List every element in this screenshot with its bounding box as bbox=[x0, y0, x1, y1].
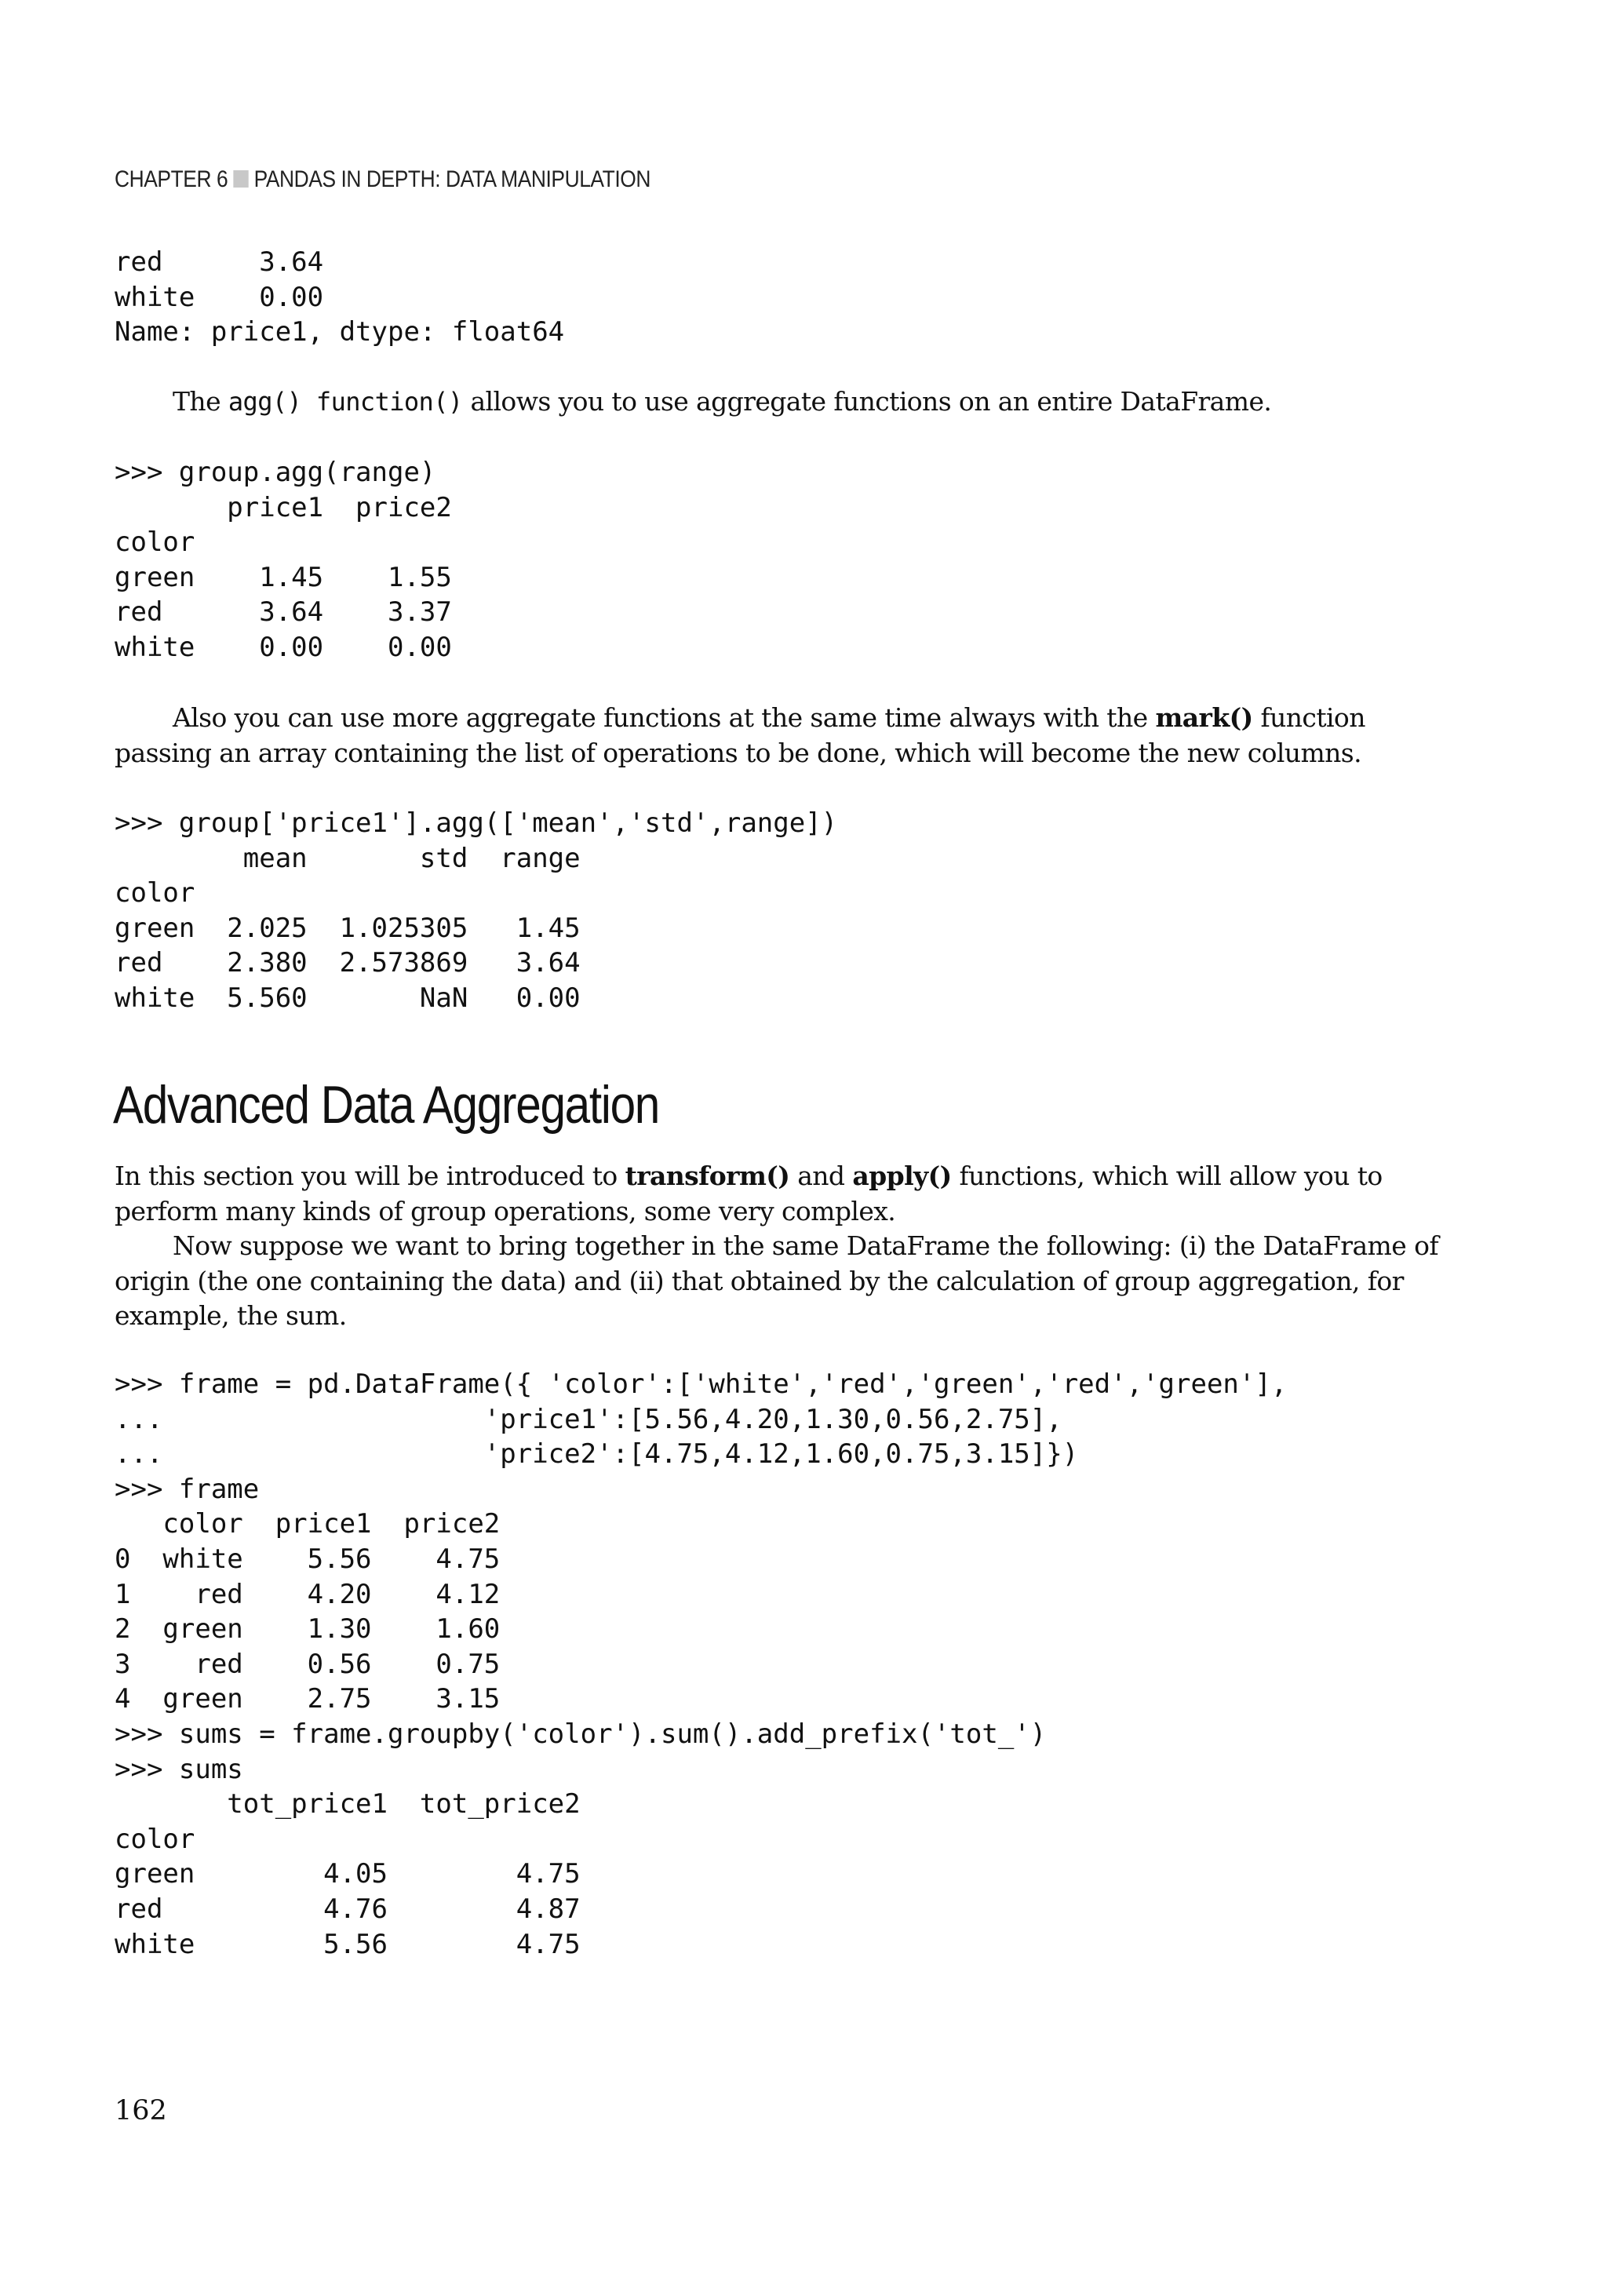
paragraph-multiple-aggregates bbox=[115, 701, 1442, 771]
para-text: allows you to use aggregate functions on an entire DataFrame. bbox=[462, 386, 1272, 417]
code-line: 4 green 2.75 3.15 bbox=[115, 1683, 501, 1715]
code-line: color price1 price2 bbox=[115, 1508, 501, 1540]
inline-code: function() bbox=[301, 387, 463, 417]
code-line: 3 red 0.56 0.75 bbox=[115, 1648, 501, 1680]
para-text: function passing an array containing the list of operations to be done, which will become the new columns. bbox=[115, 702, 1365, 768]
paragraph-section-intro bbox=[115, 1159, 1442, 1334]
bold-term: apply() bbox=[852, 1161, 952, 1191]
bold-term: mark() bbox=[1155, 702, 1253, 733]
code-line: 2 green 1.30 1.60 bbox=[115, 1613, 501, 1645]
code-line: green 1.45 1.55 bbox=[115, 561, 452, 593]
code-line: >>> sums = frame.groupby('color').sum().add_prefix('tot_') bbox=[115, 1718, 1047, 1750]
code-line: green 2.025 1.025305 1.45 bbox=[115, 912, 581, 944]
code-line: tot_price1 tot_price2 bbox=[115, 1788, 581, 1820]
code-line: red 4.76 4.87 bbox=[115, 1893, 581, 1925]
code-block-agg-list bbox=[115, 806, 837, 1016]
code-line: color bbox=[115, 877, 195, 909]
code-line: ... 'price2':[4.75,4.12,1.60,0.75,3.15]}) bbox=[115, 1438, 1079, 1471]
code-line: red 3.64 3.37 bbox=[115, 596, 452, 629]
code-line: green 4.05 4.75 bbox=[115, 1858, 581, 1890]
code-line: ... 'price1':[5.56,4.20,1.30,0.56,2.75], bbox=[115, 1403, 1062, 1435]
para-text: The bbox=[173, 386, 228, 417]
code-block-frame-sums bbox=[115, 1367, 1287, 1962]
paragraph-agg-intro bbox=[115, 384, 1442, 420]
chapter-title: PANDAS IN DEPTH: DATA MANIPULATION bbox=[253, 166, 650, 192]
bold-term: transform() bbox=[625, 1161, 790, 1191]
paragraph-suppose: Now suppose we want to bring together in the same DataFrame the following: (i) the DataFrame of origin (the one containing the data) and (ii) that obtained by the calculation of group aggregation, for example, the sum. bbox=[115, 1230, 1438, 1332]
para-text: functions, which will allow you to perform many kinds of group operations, some very complex. bbox=[115, 1161, 1383, 1226]
page-number: 162 bbox=[115, 2095, 167, 2127]
para-text: In this section you will be introduced to bbox=[115, 1161, 625, 1191]
para-text: and bbox=[789, 1161, 853, 1191]
code-line: >>> frame = pd.DataFrame({ 'color':['white','red','green','red','green'], bbox=[115, 1368, 1288, 1400]
code-line: 0 white 5.56 4.75 bbox=[115, 1543, 501, 1575]
code-line: white 5.560 NaN 0.00 bbox=[115, 982, 581, 1014]
code-block-agg-range bbox=[115, 455, 452, 665]
code-line: red 3.64 bbox=[115, 246, 324, 278]
code-line: 1 red 4.20 4.12 bbox=[115, 1578, 501, 1610]
code-line: >>> group['price1'].agg(['mean','std',range]) bbox=[115, 807, 838, 839]
code-line: white 5.56 4.75 bbox=[115, 1928, 581, 1960]
code-line: price1 price2 bbox=[115, 491, 452, 523]
code-line: >>> frame bbox=[115, 1473, 260, 1505]
separator-square-icon bbox=[233, 170, 248, 188]
section-heading: Advanced Data Aggregation bbox=[113, 1075, 660, 1135]
code-line: red 2.380 2.573869 3.64 bbox=[115, 947, 581, 979]
code-line: white 0.00 bbox=[115, 281, 324, 313]
code-line: white 0.00 0.00 bbox=[115, 631, 452, 663]
inline-code: agg() bbox=[228, 387, 302, 417]
code-line: >>> sums bbox=[115, 1753, 243, 1785]
code-line: Name: price1, dtype: float64 bbox=[115, 316, 565, 348]
code-line: color bbox=[115, 1823, 195, 1855]
code-line: >>> group.agg(range) bbox=[115, 457, 436, 488]
code-block-series-output bbox=[115, 245, 564, 350]
code-line: color bbox=[115, 527, 195, 559]
chapter-label: CHAPTER 6 bbox=[115, 166, 228, 192]
code-line: mean std range bbox=[115, 842, 581, 874]
running-head bbox=[115, 166, 650, 193]
para-text: Also you can use more aggregate functions at the same time always with the bbox=[173, 702, 1156, 733]
